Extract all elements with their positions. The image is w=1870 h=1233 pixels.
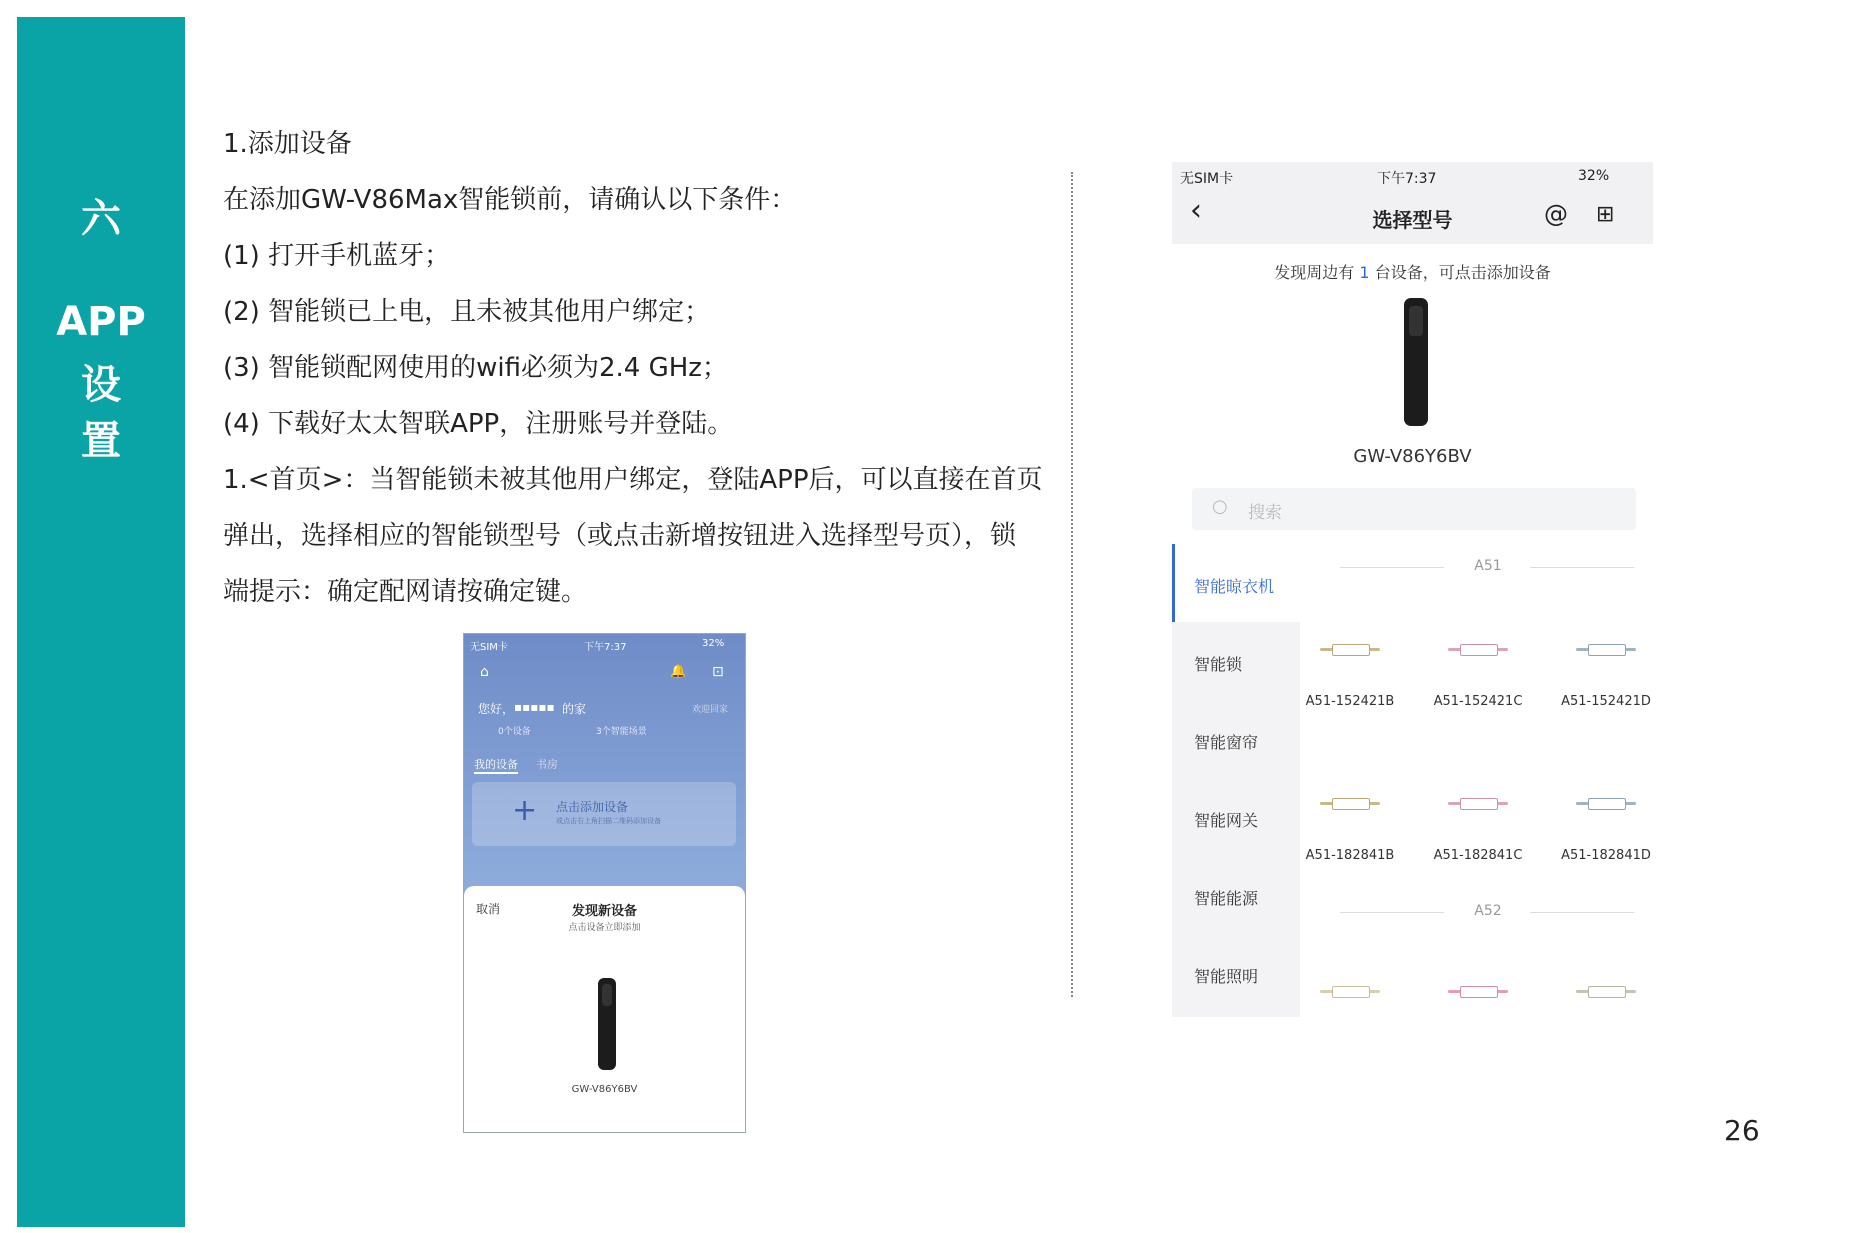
category-item-clothes-dryer[interactable]: 智能晾衣机 (1194, 577, 1275, 596)
add-device-card[interactable] (472, 782, 736, 846)
section-band (17, 17, 185, 1227)
category-item-curtain[interactable]: 智能窗帘 (1194, 733, 1259, 752)
found-count: 1 (1359, 263, 1370, 282)
lock-image[interactable] (598, 978, 616, 1070)
status-carrier: 无SIM卡 (1180, 171, 1234, 187)
product-image[interactable] (1576, 796, 1636, 810)
section-title-char2: 置 (81, 418, 121, 464)
bell-icon[interactable]: 🔔 (670, 664, 687, 679)
search-placeholder: 搜索 (1248, 503, 1282, 523)
text-line: (2) 智能锁已上电，且未被其他用户绑定； (223, 297, 711, 327)
screenshot-select-model (1172, 162, 1653, 1017)
cancel-button[interactable]: 取消 (476, 902, 501, 916)
group-label-a51: A51 (1474, 558, 1502, 574)
status-time: 下午7:37 (1377, 171, 1437, 187)
model-label[interactable]: A51-182841B (1305, 848, 1395, 863)
text-line: 端提示：确定配网请按确定键。 (223, 577, 588, 607)
text-line: (3) 智能锁配网使用的wifi必须为2.4 GHz； (223, 353, 728, 383)
greeting: 您好， (478, 702, 515, 716)
lock-image[interactable] (1404, 298, 1428, 426)
plus-icon: + (512, 793, 538, 828)
add-device-hint: 或点击右上角扫描二维码添加设备 (556, 817, 661, 825)
product-image[interactable] (1320, 984, 1380, 998)
screenshot-home (463, 633, 746, 1133)
text-line: 在添加GW-V86Max智能锁前，请确认以下条件： (223, 185, 797, 215)
category-selected-indicator (1172, 544, 1175, 622)
model-label[interactable]: A51-152421D (1561, 694, 1651, 709)
text-line: (1) 打开手机蓝牙； (223, 241, 451, 271)
found-prefix: 发现周边有 (1274, 263, 1355, 282)
category-item-lighting[interactable]: 智能照明 (1194, 967, 1259, 986)
home-suffix: 的家 (562, 702, 587, 716)
search-input[interactable] (1192, 488, 1636, 530)
text-line: (4) 下载好太太智联APP，注册账号并登陆。 (223, 409, 734, 439)
device-name: GW-V86Y6BV (571, 1084, 638, 1095)
found-devices-text (1172, 260, 1653, 283)
model-label[interactable]: A51-152421C (1433, 694, 1523, 709)
nav-bar (1172, 162, 1653, 244)
section-number: 六 (81, 196, 121, 242)
product-image[interactable] (1448, 796, 1508, 810)
product-image[interactable] (1320, 642, 1380, 656)
add-device-label: 点击添加设备 (556, 800, 629, 814)
sheet-title: 发现新设备 (571, 904, 637, 919)
scan-icon[interactable]: ⊞ (1596, 202, 1615, 227)
product-image[interactable] (1320, 796, 1380, 810)
model-label[interactable]: A51-182841D (1561, 848, 1651, 863)
category-item-lock[interactable]: 智能锁 (1194, 655, 1243, 674)
group-divider (1530, 912, 1634, 913)
status-carrier: 无SIM卡 (470, 642, 508, 653)
back-icon[interactable]: ‹ (1190, 193, 1202, 228)
product-image[interactable] (1576, 984, 1636, 998)
category-item-gateway[interactable]: 智能网关 (1194, 811, 1259, 830)
section-title-char1: 设 (81, 362, 121, 408)
sheet-subtitle: 点击设备立即添加 (568, 923, 641, 933)
group-label-a52: A52 (1474, 903, 1502, 919)
product-image[interactable] (1448, 642, 1508, 656)
home-icon[interactable]: ⌂ (480, 664, 489, 680)
status-time: 下午7:37 (584, 642, 627, 653)
search-icon: ○ (1212, 496, 1228, 517)
scan-icon[interactable]: ⊡ (712, 664, 724, 680)
text-line: 弹出，选择相应的智能锁型号（或点击新增按钮进入选择型号页），锁 (223, 521, 1017, 551)
redacted-name: ▪▪▪▪▪ (514, 700, 555, 714)
product-image[interactable] (1448, 984, 1508, 998)
category-item-energy[interactable]: 智能能源 (1194, 889, 1259, 908)
tab-room[interactable]: 书房 (536, 758, 558, 771)
model-label[interactable]: A51-152421B (1305, 694, 1395, 709)
status-battery: 32% (702, 638, 725, 649)
group-divider (1530, 567, 1634, 568)
welcome-text: 欢迎回家 (692, 705, 729, 715)
found-suffix: 台设备，可点击添加设备 (1374, 263, 1551, 282)
devices-count: 0个设备 (498, 727, 531, 737)
page-number: 26 (1724, 1114, 1760, 1147)
cloud-icon[interactable]: @ (1544, 200, 1568, 228)
scenes-count: 3个智能场景 (596, 727, 647, 737)
device-name: GW-V86Y6BV (1353, 446, 1472, 467)
status-battery: 32% (1578, 168, 1610, 184)
heading-add-device: 1.添加设备 (223, 129, 352, 159)
product-image[interactable] (1576, 642, 1636, 656)
new-device-sheet (464, 886, 745, 1132)
page-title: 选择型号 (1372, 208, 1453, 232)
divider (1071, 172, 1073, 997)
text-line: 1.<首页>：当智能锁未被其他用户绑定，登陆APP后，可以直接在首页 (223, 465, 1043, 495)
model-label[interactable]: A51-182841C (1433, 848, 1523, 863)
section-title-app: APP (56, 299, 146, 345)
tab-my-devices[interactable]: 我的设备 (474, 756, 518, 774)
